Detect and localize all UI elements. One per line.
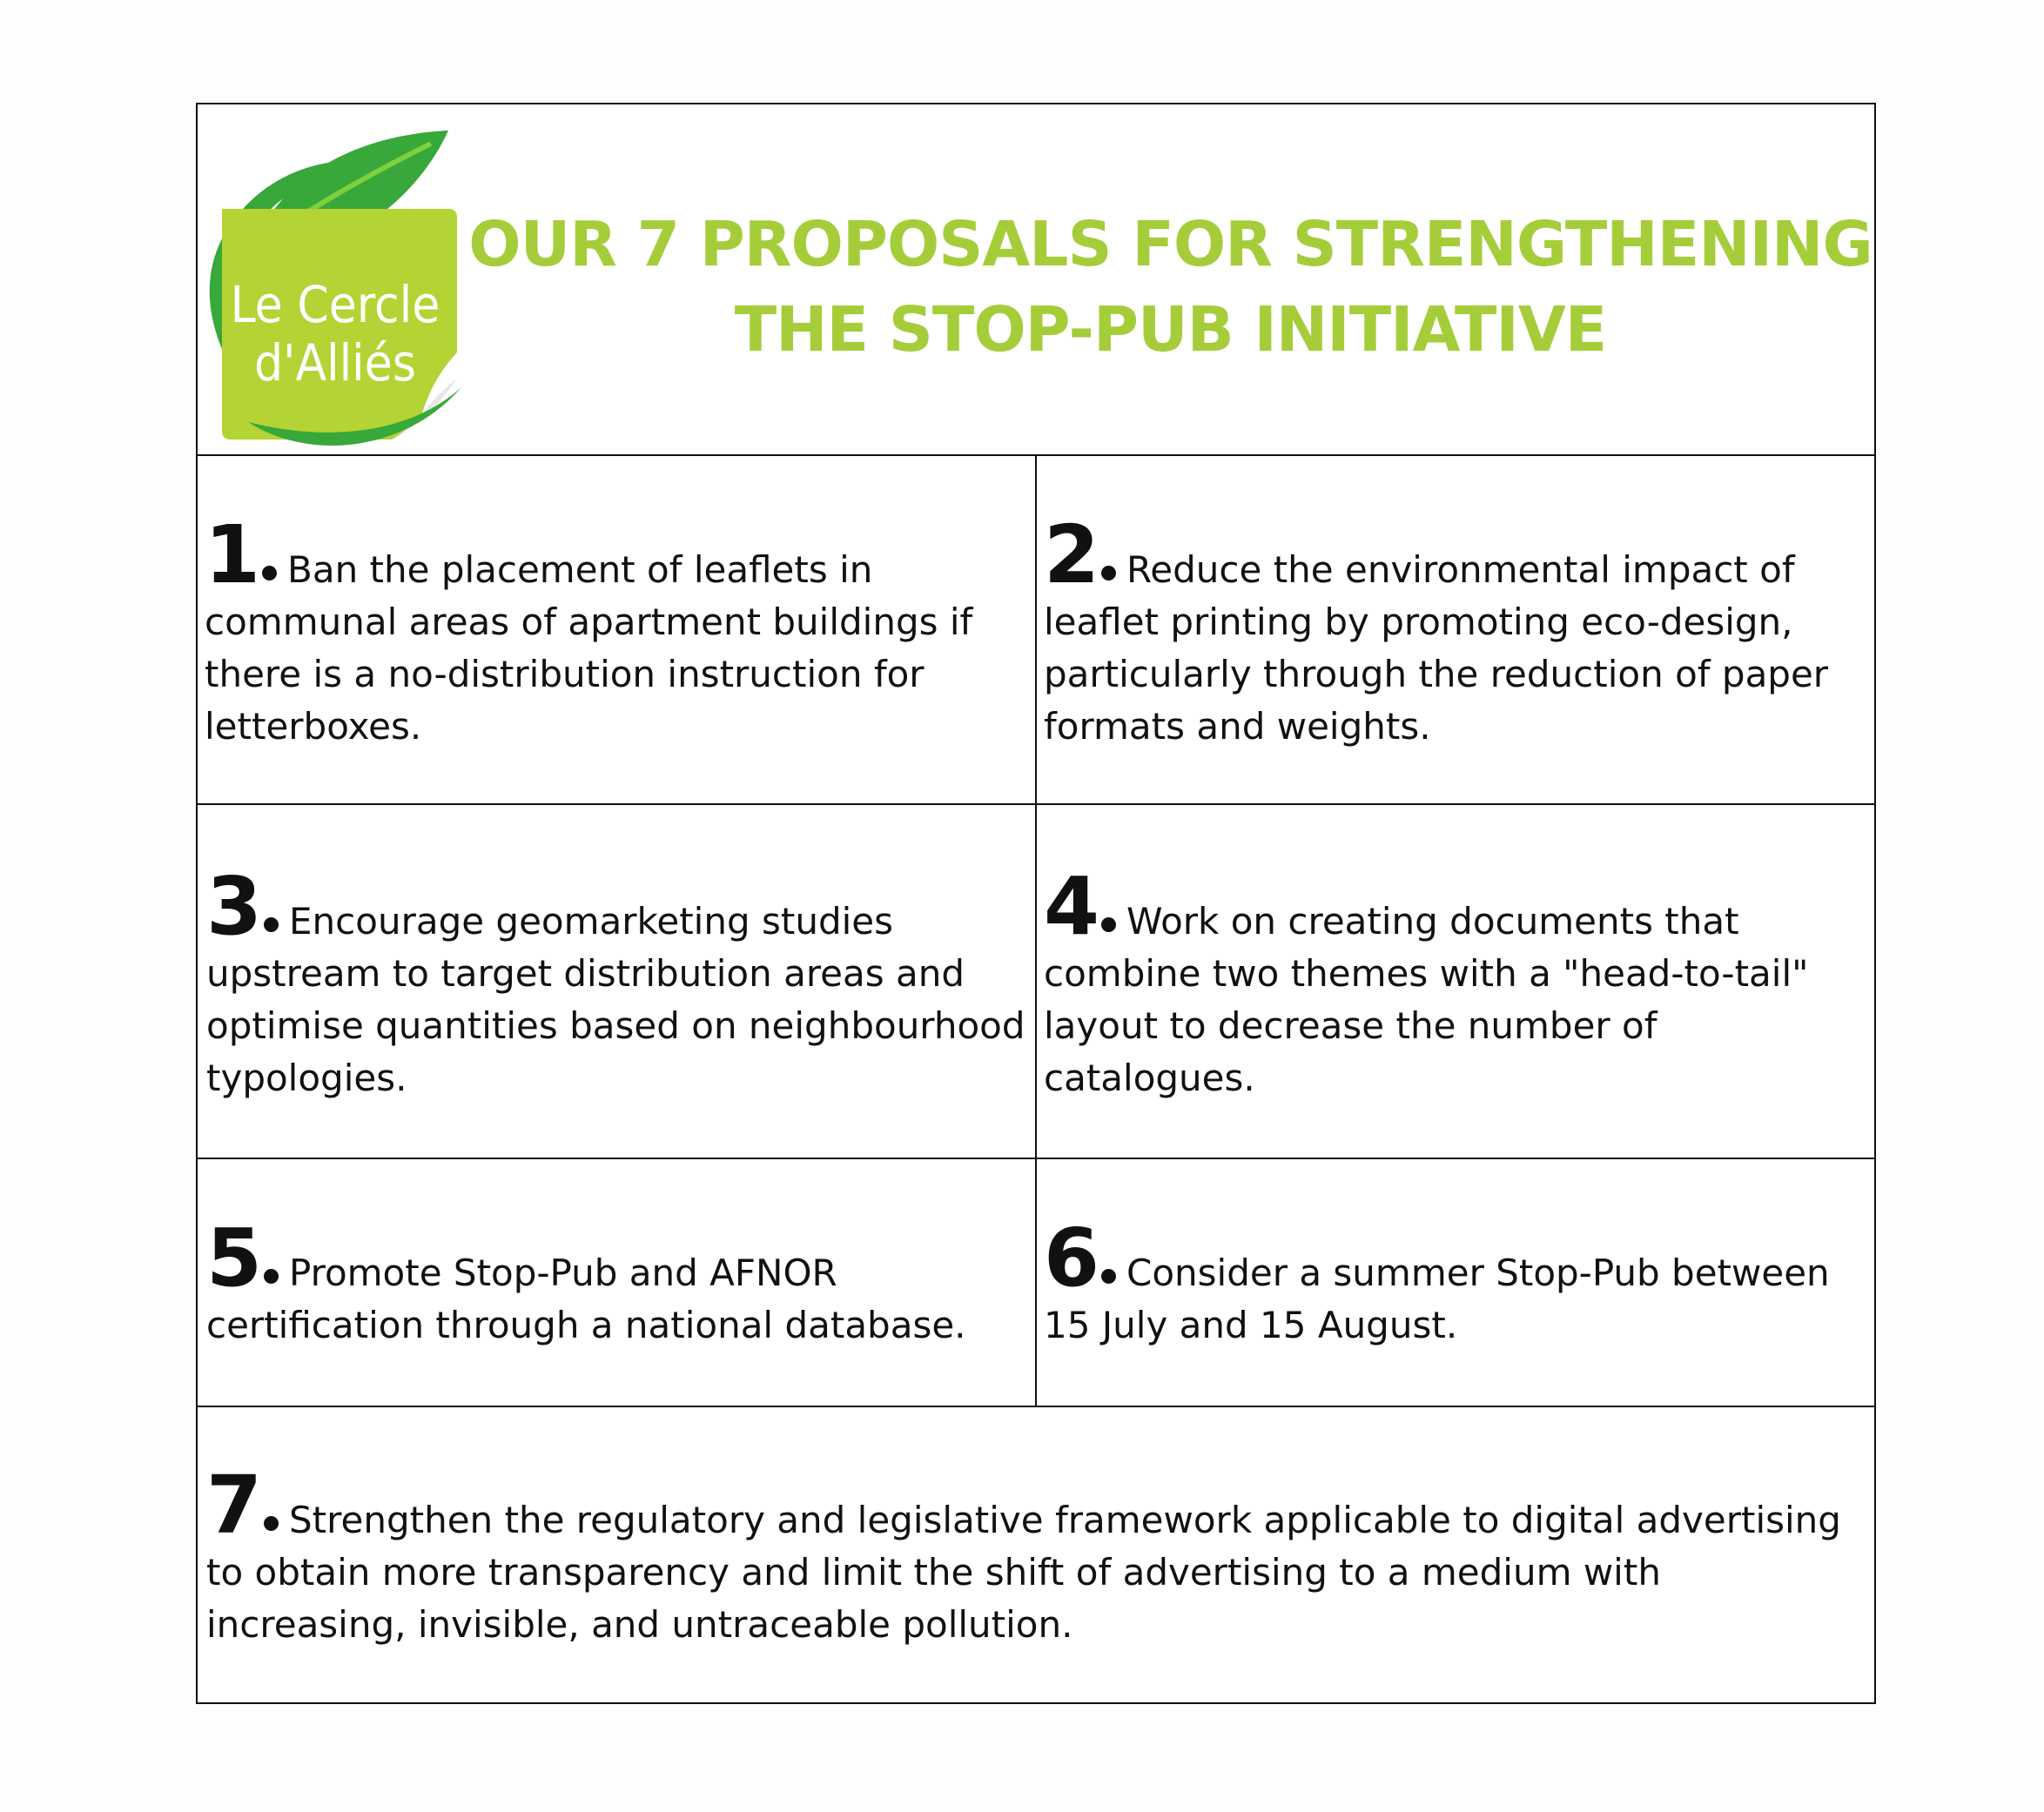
proposals-document	[196, 103, 1876, 1704]
le-cercle-dallies-logo	[205, 126, 466, 457]
proposal-number: 7	[206, 1459, 261, 1552]
page-title	[467, 202, 1873, 372]
proposal-number: 4	[1044, 860, 1099, 953]
proposal-7	[206, 1459, 1869, 1651]
proposal-text: Reduce the environmental impact of leaflet printing by promoting eco-design, particularly through the reduction of paper formats and weights.	[1044, 548, 1829, 748]
bullet-dot	[264, 1516, 279, 1531]
proposal-5	[206, 1211, 1029, 1352]
proposal-text: Promote Stop-Pub and AFNOR certification through a national database.	[206, 1252, 966, 1346]
proposal-1	[205, 508, 1032, 753]
proposal-text: Work on creating documents that combine two themes with a "head-to-tail" layout to decrease the number of catalogues.	[1044, 900, 1809, 1099]
proposal-number: 5	[206, 1211, 261, 1305]
proposal-number: 6	[1044, 1211, 1099, 1305]
bullet-dot	[1101, 566, 1116, 581]
bullet-dot	[1101, 917, 1116, 932]
proposal-2	[1044, 508, 1871, 753]
proposal-6	[1044, 1211, 1871, 1352]
title-line-1: OUR 7 PROPOSALS FOR STRENGTHENING	[468, 208, 1873, 280]
bullet-dot	[1101, 1269, 1116, 1284]
divider-column	[1035, 454, 1037, 1406]
bullet-dot	[264, 917, 279, 932]
divider-row-3	[198, 1406, 1874, 1407]
logo-text-line2: d'Alliés	[254, 333, 416, 393]
proposal-text: Encourage geomarketing studies upstream to target distribution areas and optimise quantities based on neighbourhood typologies.	[206, 900, 1025, 1099]
proposal-text: Ban the placement of leaflets in communal areas of apartment buildings if there is a no-distribution instruction for letterboxes.	[205, 548, 973, 748]
proposal-text: Strengthen the regulatory and legislative framework applicable to digital advertising to obtain more transparency and limit the shift of advertising to a medium with increasing, invisible, and untraceable pollution.	[206, 1499, 1841, 1646]
proposal-3	[206, 860, 1029, 1104]
proposal-text: Consider a summer Stop-Pub between 15 July and 15 August.	[1044, 1252, 1830, 1346]
bullet-dot	[262, 566, 277, 581]
logo-text-line1: Le Cercle	[230, 275, 440, 334]
title-line-2: THE STOP-PUB INITIATIVE	[734, 293, 1607, 366]
proposal-number: 2	[1044, 508, 1099, 601]
proposal-number: 1	[205, 508, 259, 601]
proposal-number: 3	[206, 860, 261, 953]
bullet-dot	[264, 1269, 279, 1284]
proposal-4	[1044, 860, 1871, 1104]
